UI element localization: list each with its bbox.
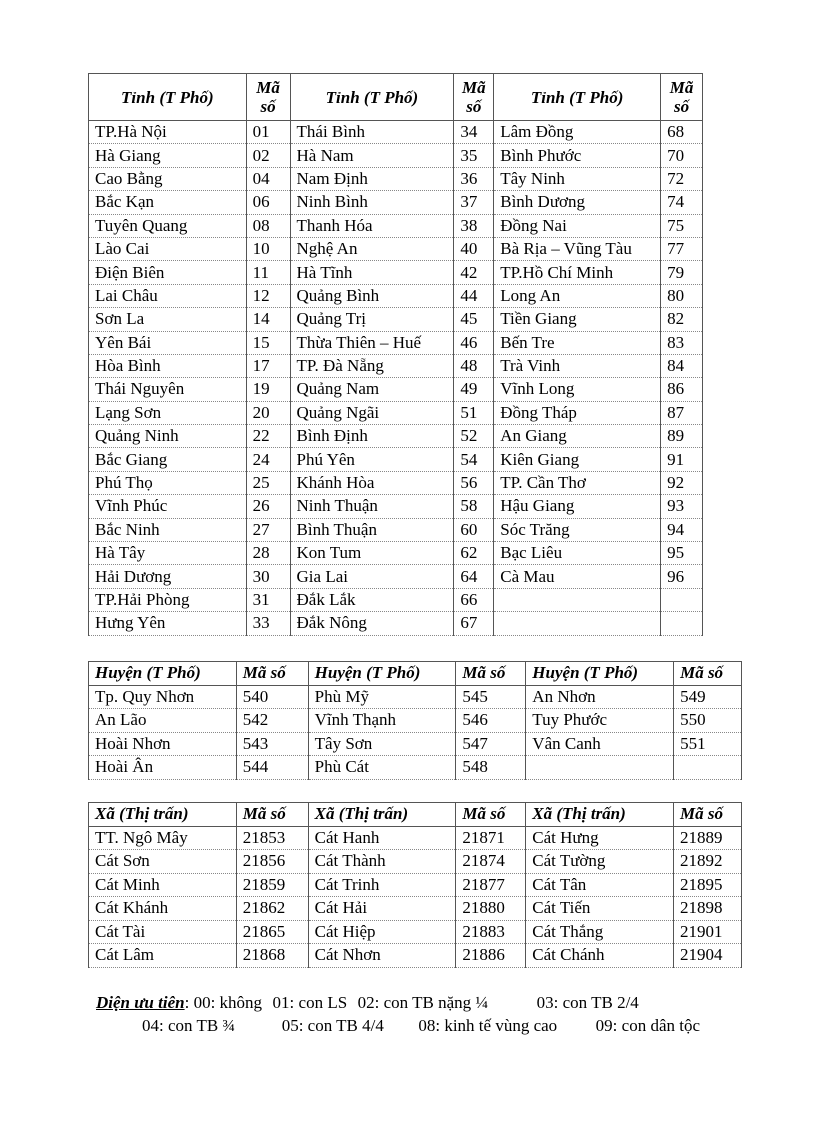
name-cell: Nam Định: [290, 167, 454, 190]
name-cell: Bình Dương: [494, 191, 661, 214]
code-cell: 21871: [456, 826, 526, 850]
code-cell: 38: [454, 214, 494, 237]
code-cell: 26: [246, 495, 290, 518]
code-cell: 550: [674, 709, 742, 733]
name-cell: Cát Khánh: [89, 897, 237, 921]
name-cell: Quảng Ngãi: [290, 401, 454, 424]
name-cell: Vĩnh Phúc: [89, 495, 247, 518]
code-cell: 21868: [236, 944, 308, 968]
code-cell: 74: [661, 191, 703, 214]
name-cell: TP.Hồ Chí Minh: [494, 261, 661, 284]
name-cell: Hà Nam: [290, 144, 454, 167]
table-row: [89, 214, 703, 237]
name-cell: Cát Thắng: [526, 920, 674, 944]
table-header-row: [89, 662, 742, 686]
name-cell: Hà Tây: [89, 542, 247, 565]
table-row: [89, 144, 703, 167]
code-column-header: Mã số: [456, 803, 526, 827]
name-column-header: Tỉnh (T Phố): [494, 74, 661, 121]
code-cell: 543: [236, 732, 308, 756]
code-cell: 52: [454, 425, 494, 448]
code-cell: 46: [454, 331, 494, 354]
name-cell: Cát Hải: [308, 897, 456, 921]
name-cell: Thái Nguyên: [89, 378, 247, 401]
code-cell: 93: [661, 495, 703, 518]
code-cell: 540: [236, 685, 308, 709]
name-cell: Tây Sơn: [308, 732, 456, 756]
code-cell: 548: [456, 756, 526, 780]
code-cell: 28: [246, 542, 290, 565]
code-cell: 11: [246, 261, 290, 284]
code-cell: 70: [661, 144, 703, 167]
code-column-header: Mã số: [674, 662, 742, 686]
code-cell: 21895: [674, 873, 742, 897]
table-row: [89, 944, 742, 968]
name-cell: Bến Tre: [494, 331, 661, 354]
name-cell: [494, 612, 661, 635]
name-cell: Hà Tĩnh: [290, 261, 454, 284]
priority-item: 05: con TB 4/4: [281, 1016, 384, 1035]
code-cell: 48: [454, 354, 494, 377]
name-cell: Hải Dương: [89, 565, 247, 588]
name-cell: Tiền Giang: [494, 308, 661, 331]
table-row: [89, 308, 703, 331]
priority-note-line-1: [96, 993, 639, 1013]
name-cell: Sóc Trăng: [494, 518, 661, 541]
name-cell: Tuy Phước: [526, 709, 674, 733]
code-cell: 42: [454, 261, 494, 284]
table-row: [89, 284, 703, 307]
name-cell: Quảng Nam: [290, 378, 454, 401]
name-cell: Vĩnh Long: [494, 378, 661, 401]
name-cell: Vĩnh Thạnh: [308, 709, 456, 733]
name-cell: Bình Định: [290, 425, 454, 448]
name-column-header: Huyện (T Phố): [526, 662, 674, 686]
code-cell: 56: [454, 471, 494, 494]
name-cell: Phù Cát: [308, 756, 456, 780]
code-cell: 545: [456, 685, 526, 709]
code-cell: 45: [454, 308, 494, 331]
name-cell: Bắc Kạn: [89, 191, 247, 214]
table-row: [89, 448, 703, 471]
table-row: [89, 121, 703, 144]
table-row: [89, 425, 703, 448]
code-cell: 30: [246, 565, 290, 588]
code-cell: 21901: [674, 920, 742, 944]
priority-item: 09: con dân tộc: [595, 1016, 701, 1035]
name-cell: Bình Phước: [494, 144, 661, 167]
code-cell: 62: [454, 542, 494, 565]
name-cell: Điện Biên: [89, 261, 247, 284]
name-cell: Quảng Trị: [290, 308, 454, 331]
code-cell: 96: [661, 565, 703, 588]
code-cell: 72: [661, 167, 703, 190]
code-cell: 86: [661, 378, 703, 401]
name-cell: Yên Bái: [89, 331, 247, 354]
table-row: [89, 588, 703, 611]
code-cell: 21886: [456, 944, 526, 968]
commune-code-table: [88, 802, 742, 968]
name-cell: An Lão: [89, 709, 237, 733]
name-cell: Cao Bằng: [89, 167, 247, 190]
name-cell: An Giang: [494, 425, 661, 448]
district-code-table: [88, 661, 742, 780]
table-row: [89, 354, 703, 377]
name-cell: Cà Mau: [494, 565, 661, 588]
table-row: [89, 850, 742, 874]
code-cell: 21862: [236, 897, 308, 921]
name-column-header: Xã (Thị trấn): [308, 803, 456, 827]
name-cell: Khánh Hòa: [290, 471, 454, 494]
code-cell: 21898: [674, 897, 742, 921]
name-cell: Hòa Bình: [89, 354, 247, 377]
priority-label: Diện ưu tiên: [96, 993, 185, 1012]
table-row: [89, 732, 742, 756]
priority-item: 02: con TB nặng ¼: [357, 993, 489, 1012]
table-row: [89, 401, 703, 424]
name-cell: Cát Hưng: [526, 826, 674, 850]
name-cell: Trà Vinh: [494, 354, 661, 377]
code-cell: 25: [246, 471, 290, 494]
code-cell: 20: [246, 401, 290, 424]
name-cell: Lạng Sơn: [89, 401, 247, 424]
name-cell: TP.Hà Nội: [89, 121, 247, 144]
priority-item: : 00: không: [184, 993, 263, 1012]
province-code-table: [88, 73, 703, 636]
name-cell: Phú Yên: [290, 448, 454, 471]
code-cell: 79: [661, 261, 703, 284]
code-cell: 75: [661, 214, 703, 237]
code-cell: 36: [454, 167, 494, 190]
code-cell: 91: [661, 448, 703, 471]
code-column-header: Mã số: [454, 74, 494, 121]
code-cell: 94: [661, 518, 703, 541]
code-cell: 544: [236, 756, 308, 780]
name-column-header: Tỉnh (T Phố): [89, 74, 247, 121]
code-cell: 22: [246, 425, 290, 448]
code-cell: 549: [674, 685, 742, 709]
name-column-header: Huyện (T Phố): [308, 662, 456, 686]
code-cell: 21880: [456, 897, 526, 921]
table-row: [89, 237, 703, 260]
name-cell: Cát Sơn: [89, 850, 237, 874]
name-cell: Đồng Tháp: [494, 401, 661, 424]
code-cell: 542: [236, 709, 308, 733]
table-row: [89, 897, 742, 921]
name-cell: TP. Đà Nẵng: [290, 354, 454, 377]
priority-note-line-2: [142, 1016, 700, 1036]
table-row: [89, 471, 703, 494]
code-cell: 84: [661, 354, 703, 377]
code-cell: 33: [246, 612, 290, 635]
table-row: [89, 261, 703, 284]
name-column-header: Tỉnh (T Phố): [290, 74, 454, 121]
table-row: [89, 191, 703, 214]
name-cell: Bắc Giang: [89, 448, 247, 471]
code-cell: 21859: [236, 873, 308, 897]
name-cell: Bắc Ninh: [89, 518, 247, 541]
code-cell: 21874: [456, 850, 526, 874]
table-header-row: [89, 74, 703, 121]
code-cell: 80: [661, 284, 703, 307]
code-column-header: Mã số: [456, 662, 526, 686]
table-header-row: [89, 803, 742, 827]
code-column-header: Mã số: [246, 74, 290, 121]
code-cell: 546: [456, 709, 526, 733]
name-cell: Thanh Hóa: [290, 214, 454, 237]
code-cell: 37: [454, 191, 494, 214]
code-cell: 51: [454, 401, 494, 424]
name-cell: Lâm Đồng: [494, 121, 661, 144]
code-column-header: Mã số: [661, 74, 703, 121]
name-cell: Thái Bình: [290, 121, 454, 144]
name-cell: Đắk Lắk: [290, 588, 454, 611]
name-cell: [494, 588, 661, 611]
table-row: [89, 565, 703, 588]
code-cell: 547: [456, 732, 526, 756]
name-cell: TT. Ngô Mây: [89, 826, 237, 850]
code-cell: 06: [246, 191, 290, 214]
code-cell: 21856: [236, 850, 308, 874]
name-cell: Hà Giang: [89, 144, 247, 167]
name-cell: Gia Lai: [290, 565, 454, 588]
code-cell: 21865: [236, 920, 308, 944]
code-cell: 40: [454, 237, 494, 260]
name-cell: Cát Trinh: [308, 873, 456, 897]
code-cell: 17: [246, 354, 290, 377]
priority-item: 03: con TB 2/4: [536, 993, 639, 1012]
code-cell: 24: [246, 448, 290, 471]
code-cell: 44: [454, 284, 494, 307]
code-cell: 21877: [456, 873, 526, 897]
name-cell: Tây Ninh: [494, 167, 661, 190]
code-cell: 95: [661, 542, 703, 565]
name-cell: Cát Nhơn: [308, 944, 456, 968]
priority-item: 04: con TB ¾: [142, 1016, 236, 1035]
name-column-header: Xã (Thị trấn): [526, 803, 674, 827]
name-cell: Tp. Quy Nhơn: [89, 685, 237, 709]
code-cell: 21853: [236, 826, 308, 850]
name-cell: Kon Tum: [290, 542, 454, 565]
code-cell: 54: [454, 448, 494, 471]
code-cell: 66: [454, 588, 494, 611]
table-row: [89, 167, 703, 190]
code-cell: 21892: [674, 850, 742, 874]
code-cell: 19: [246, 378, 290, 401]
name-cell: Thừa Thiên – Huế: [290, 331, 454, 354]
name-cell: Cát Hiệp: [308, 920, 456, 944]
code-cell: 08: [246, 214, 290, 237]
code-cell: 01: [246, 121, 290, 144]
code-cell: [661, 612, 703, 635]
table-row: [89, 873, 742, 897]
name-cell: Cát Chánh: [526, 944, 674, 968]
name-cell: Cát Lâm: [89, 944, 237, 968]
code-cell: 83: [661, 331, 703, 354]
name-cell: Bình Thuận: [290, 518, 454, 541]
code-cell: 21883: [456, 920, 526, 944]
code-cell: 35: [454, 144, 494, 167]
table-row: [89, 826, 742, 850]
name-cell: An Nhơn: [526, 685, 674, 709]
code-cell: 89: [661, 425, 703, 448]
code-cell: 67: [454, 612, 494, 635]
code-cell: 92: [661, 471, 703, 494]
code-cell: 58: [454, 495, 494, 518]
name-cell: Lào Cai: [89, 237, 247, 260]
code-cell: 12: [246, 284, 290, 307]
name-column-header: Huyện (T Phố): [89, 662, 237, 686]
name-cell: Kiên Giang: [494, 448, 661, 471]
code-cell: 49: [454, 378, 494, 401]
code-cell: [674, 756, 742, 780]
table-row: [89, 331, 703, 354]
name-cell: Cát Tài: [89, 920, 237, 944]
name-cell: TP.Hải Phòng: [89, 588, 247, 611]
code-cell: 82: [661, 308, 703, 331]
name-cell: Hậu Giang: [494, 495, 661, 518]
name-cell: Hoài Nhơn: [89, 732, 237, 756]
priority-item: 01: con LS: [272, 993, 348, 1012]
name-cell: TP. Cần Thơ: [494, 471, 661, 494]
code-cell: 68: [661, 121, 703, 144]
name-cell: Phù Mỹ: [308, 685, 456, 709]
code-cell: 31: [246, 588, 290, 611]
name-cell: Sơn La: [89, 308, 247, 331]
code-cell: 10: [246, 237, 290, 260]
code-cell: 04: [246, 167, 290, 190]
code-cell: 551: [674, 732, 742, 756]
name-cell: Đồng Nai: [494, 214, 661, 237]
name-cell: Phú Thọ: [89, 471, 247, 494]
table-row: [89, 542, 703, 565]
name-cell: Quảng Ninh: [89, 425, 247, 448]
code-cell: 34: [454, 121, 494, 144]
code-cell: 21904: [674, 944, 742, 968]
code-cell: 27: [246, 518, 290, 541]
name-cell: Cát Hanh: [308, 826, 456, 850]
code-cell: 21889: [674, 826, 742, 850]
code-cell: 60: [454, 518, 494, 541]
name-cell: Bà Rịa – Vũng Tàu: [494, 237, 661, 260]
name-cell: Cát Tường: [526, 850, 674, 874]
name-cell: Quảng Bình: [290, 284, 454, 307]
table-row: [89, 920, 742, 944]
code-cell: 02: [246, 144, 290, 167]
code-cell: 87: [661, 401, 703, 424]
code-column-header: Mã số: [674, 803, 742, 827]
code-cell: 15: [246, 331, 290, 354]
name-cell: Bạc Liêu: [494, 542, 661, 565]
table-row: [89, 378, 703, 401]
name-cell: Lai Châu: [89, 284, 247, 307]
name-cell: Tuyên Quang: [89, 214, 247, 237]
priority-item: 08: kinh tế vùng cao: [418, 1016, 558, 1035]
name-cell: Hưng Yên: [89, 612, 247, 635]
name-cell: Ninh Thuận: [290, 495, 454, 518]
code-cell: 14: [246, 308, 290, 331]
code-column-header: Mã số: [236, 662, 308, 686]
name-cell: Cát Minh: [89, 873, 237, 897]
name-cell: Vân Canh: [526, 732, 674, 756]
name-cell: Nghệ An: [290, 237, 454, 260]
name-cell: Cát Tiến: [526, 897, 674, 921]
table-row: [89, 612, 703, 635]
code-cell: 64: [454, 565, 494, 588]
table-row: [89, 685, 742, 709]
name-cell: Ninh Bình: [290, 191, 454, 214]
name-cell: [526, 756, 674, 780]
code-cell: [661, 588, 703, 611]
name-cell: Long An: [494, 284, 661, 307]
name-cell: Cát Tân: [526, 873, 674, 897]
code-cell: 77: [661, 237, 703, 260]
name-cell: Hoài Ân: [89, 756, 237, 780]
table-row: [89, 495, 703, 518]
table-row: [89, 518, 703, 541]
code-column-header: Mã số: [236, 803, 308, 827]
table-row: [89, 756, 742, 780]
name-cell: Cát Thành: [308, 850, 456, 874]
name-cell: Đắk Nông: [290, 612, 454, 635]
name-column-header: Xã (Thị trấn): [89, 803, 237, 827]
table-row: [89, 709, 742, 733]
